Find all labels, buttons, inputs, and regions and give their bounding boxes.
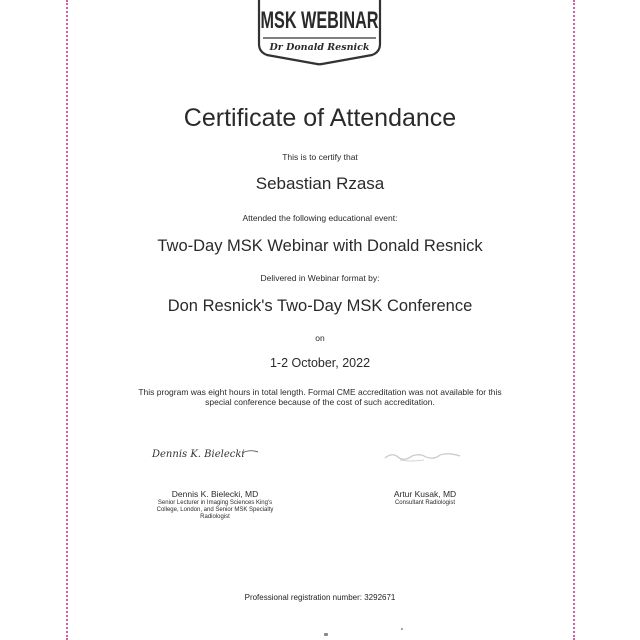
on-text: on: [315, 333, 325, 343]
scan-speck: [324, 633, 328, 636]
signatory-name: Artur Kusak, MD: [393, 489, 457, 499]
note-line: This program was eight hours in total length. Formal CME accreditation was not available for this: [138, 387, 502, 397]
accreditation-note: [110, 387, 530, 407]
certificate-title: Certificate of Attendance: [183, 104, 457, 132]
right-decorative-border: [573, 0, 575, 640]
signatory-role-line: College, London, and Senior MSK Specialty: [156, 507, 274, 513]
signature-text: Dennis K. Bielecki: [152, 449, 245, 460]
certify-text: This is to certify that: [282, 152, 358, 162]
attended-text: Attended the following educational event:: [242, 213, 398, 223]
note-line: special conference because of the cost of such accreditation.: [205, 397, 435, 407]
delivered-text: Delivered in Webinar format by:: [260, 273, 380, 283]
signatory-role-line: Consultant Radiologist: [394, 500, 456, 506]
signature-kusak: [380, 444, 470, 466]
signature-bielecki: [150, 442, 280, 466]
event-date: 1-2 October, 2022: [269, 356, 371, 370]
event-name: Two-Day MSK Webinar with Donald Resnick: [157, 237, 483, 255]
logo-title: MSK WEBINAR: [260, 7, 379, 34]
signatory-kusak: [360, 489, 490, 507]
recipient-name: Sebastian Rzasa: [255, 174, 385, 193]
logo-subtitle: Dr Donald Resnick: [269, 42, 370, 53]
signatory-bielecki: [120, 489, 310, 521]
signatory-role-line: Radiologist: [200, 514, 230, 520]
signatory-role-line: Senior Lecturer in Imaging Sciences King's: [157, 500, 273, 506]
scan-speck: [401, 628, 403, 630]
left-decorative-border: [66, 0, 68, 640]
msk-webinar-logo: [247, 0, 392, 66]
registration-number: Professional registration number: 3292671: [244, 593, 396, 602]
conference-name: Don Resnick's Two-Day MSK Conference: [167, 297, 473, 315]
signatory-name: Dennis K. Bielecki, MD: [171, 489, 259, 499]
